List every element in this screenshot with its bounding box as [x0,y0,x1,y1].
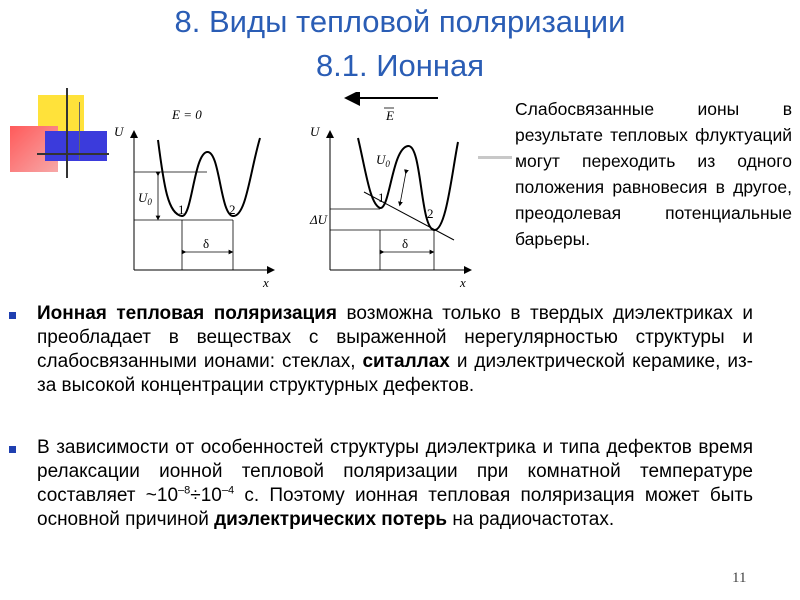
bullet1-text-part1: возможна только в твердых диэлектриках и преобладает в веществах с выраженной нерегулярностью структуры и слабосвязанными ионами: стеклах, [37,303,753,372]
bullet2-mid: ÷10 [190,485,222,506]
left-well2-label: 2 [229,202,236,217]
slide-title-line1: 8. Виды тепловой поляризации [174,4,626,39]
right-barrier-label: $U_0$ [376,152,390,169]
bullet2-bold-end: диэлектрических потерь [214,509,448,530]
bullet2-text-part1: В зависимости от особенностей структуры диэлектрика и типа дефектов время релаксации ионной тепловой поляризации при комнатной температуре составляет ~10 [37,437,753,506]
page-number: 11 [732,570,747,586]
potential-well-diagram [108,92,478,292]
slide-title-line2: 8.1. Ионная [315,48,485,83]
decor-vertical-line [66,88,68,178]
right-potential-curve [358,138,458,230]
left-plot [114,107,271,290]
left-distance-label: δ [203,236,210,251]
side-note: Слабосвязанные ионы в результате тепловых флуктуаций могут переходить из одного положения равновесия в другое, преодолевая потенциальные барьеры. [515,99,792,249]
bullet2-exp1: –8 [178,484,191,497]
decor-blue-square [45,131,107,161]
right-well2-label: 2 [427,206,434,221]
left-x-label: x [263,275,269,290]
left-barrier-label: $U_0$ [138,190,152,207]
right-well1-label: 1 [378,190,385,205]
decor-horizontal-line [37,153,109,155]
bullet2-text-part3: на радиочастотах. [447,509,615,530]
bullet-item-relaxation [37,436,753,532]
bullet2-exp2: –4 [221,484,235,497]
right-distance-label: δ [402,236,409,251]
right-x-label: x [460,275,466,290]
right-delta-u-label: ΔU [310,212,328,227]
callout-connector [478,156,512,159]
bullet2-text-part2: с. Поэтому ионная тепловая поляризация может быть основной причиной [37,485,753,530]
bullet-item-ionic [37,302,753,398]
bullet1-bold-mid: ситаллах [362,351,450,372]
bullet-square-icon [9,312,16,319]
right-barrier-arrow [400,172,406,204]
right-y-label: U [310,124,320,139]
bullet-square-icon [9,446,16,453]
left-potential-curve [158,138,260,216]
left-well1-label: 1 [178,202,185,217]
left-y-label: U [114,124,124,139]
right-plot [309,98,468,290]
left-field-label: E = 0 [172,107,202,122]
bullet1-bold-lead: Ионная тепловая поляризация [37,303,338,324]
decor-vertical-line-thin [79,102,80,160]
right-field-label: E [386,108,394,123]
bullet1-text-part2: и диэлектрической керамике, из-за высокой концентрации структурных дефектов. [37,351,753,396]
